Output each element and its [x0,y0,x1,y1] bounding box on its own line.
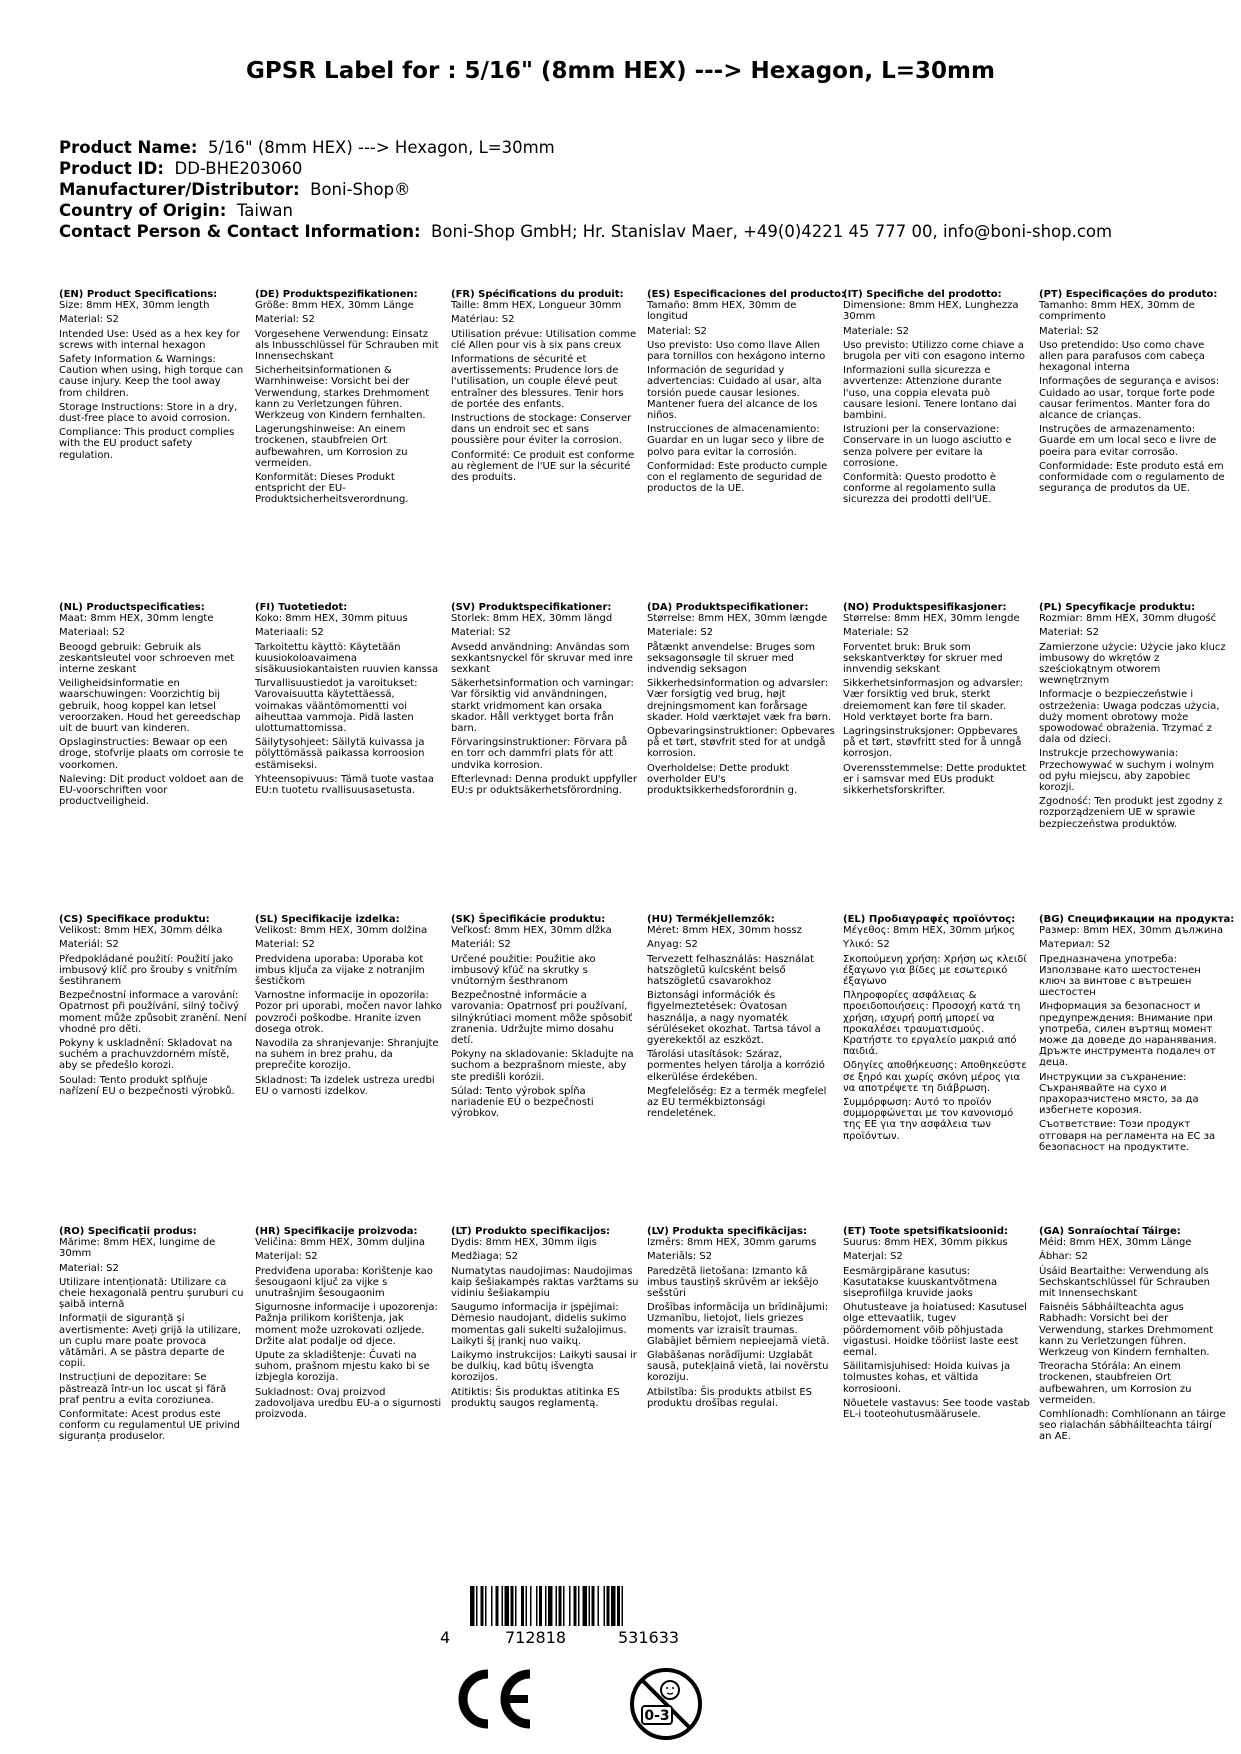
spec-paragraph: Förvaringsinstruktioner: Förvara på en torr och dammfri plats för att undvika korrosion. [451,737,628,771]
spec-paragraph: Overensstemmelse: Dette produktet er i samsvar med EUs produkt sikkerhetsforskrifter. [843,762,1026,797]
spec-paragraph: Určené použitie: Použitie ako imbusový kľúč na skrutky s vnútorným šesthranom [451,953,596,988]
spec-section [255,914,443,1100]
spec-paragraph: Comhlíonadh: Comhlíonann an táirge seo rialachán sábháilteachta táirgí an AE. [1039,1409,1226,1443]
spec-section [451,1226,639,1412]
spec-paragraph: Conformité: Ce produit est conforme au règlement de l'UE sur la sécurité des produits. [451,449,635,484]
spec-paragraph: Paredzētā lietošana: Izmanto kā imbus taustiņš skrūvēm ar iekšējo sešstūri [647,1265,819,1300]
spec-paragraph: Materiāls: S2 [647,1251,713,1263]
spec-paragraph: Zgodność: Ten produkt jest zgodny z rozporządzeniem UE w sprawie bezpieczeństwa produktów. [1039,796,1223,830]
spec-section [59,602,247,810]
spec-paragraph: Maat: 8mm HEX, 30mm lengte [59,613,214,625]
spec-section [451,602,639,799]
spec-paragraph: Informacje o bezpieczeństwie i ostrzeżenia: Uwaga podczas użycia, duży moment obrotowy może spowodować obrażenia. Trzymać z dala od dzieci. [1039,689,1220,746]
spec-paragraph: Säilitamisjuhised: Hoida kuivas ja tolmustes kohas, et vältida korrosiooni. [843,1361,1011,1395]
spec-paragraph: Conformidade: Este produto está em conformidade com o regulamento de segurança de produtos da UE. [1039,460,1225,495]
spec-paragraph: Opslaginstructies: Bewaar op een droge, stofvrije plaats om corrosie te voorkomen. [59,737,244,771]
spec-paragraph: Súlad: Tento výrobok spĺňa nariadenie EÚ o bezpečnosti výrobkov. [451,1085,594,1120]
spec-paragraph: Lagringsinstruksjoner: Oppbevares på et tørt, støvfritt sted for å unngå korrosjon. [843,726,1022,760]
spec-paragraph: Laikymo instrukcijos: Laikyti sausai ir be dulkių, kad būtų išvengta korozijos. [451,1350,637,1384]
spec-paragraph: Инструкции за съхранение: Съхранявайте на сухо и прахоразчистено място, за да избегнете корозия. [1039,1071,1199,1117]
spec-section [451,914,639,1122]
spec-paragraph: Informații de siguranță și avertismente: Aveți grijă la utilizare, un cuplu mare poate provoca vătămări. A se păstra departe de copii. [59,1313,241,1370]
spec-paragraph: Størrelse: 8mm HEX, 30mm længde [647,613,828,625]
spec-paragraph: Материал: S2 [1039,939,1111,951]
spec-heading: (LV) Produkta specifikācijas: [647,1226,807,1237]
spec-paragraph: Navodila za shranjevanje: Shranjujte na suhem in brez prahu, da preprečite korozijo. [255,1038,439,1072]
spec-paragraph: Beoogd gebruik: Gebruik als zeskantsleutel voor schroeven met interne zeskant [59,641,235,676]
spec-heading: (SL) Specifikacije izdelka: [255,914,400,925]
spec-paragraph: Material: S2 [255,939,315,951]
spec-paragraph: Zamierzone użycie: Użycie jako klucz imbusowy do wkrętów z sześciokątnym otworem wewnętrznym [1039,641,1226,687]
page-title: GPSR Label for : 5/16" (8mm HEX) ---> Hexagon, L=30mm [246,58,995,84]
spec-paragraph: Material: S2 [59,1262,119,1274]
product-info [59,137,1112,242]
spec-paragraph: Glabāšanas norādījumi: Uzglabāt sausā, putekļainā vietā, lai novērstu koroziju. [647,1350,829,1384]
spec-paragraph: Faisnéis Sábháilteachta agus Rabhadh: Vorsicht bei der Verwendung, starkes Drehmoment kann zu Verletzungen führen. Werkzeug von Kindern fernhalten. [1039,1302,1214,1359]
spec-heading: (BG) Спецификации на продукта: [1039,914,1235,925]
spec-section [647,914,835,1122]
spec-paragraph: Forventet bruk: Bruk som sekskantverktøy for skruer med innvendig sekskant [843,641,1003,676]
spec-paragraph: Tarkoitettu käyttö: Käytetään kuusiokoloavaimena sisäkuusiokantaisten ruuvien kanssa [255,641,439,676]
spec-paragraph: Storlek: 8mm HEX, 30mm längd [451,613,613,625]
spec-heading: (RO) Specificații produs: [59,1226,197,1237]
barcode [440,1586,710,1626]
spec-heading: (DE) Produktspezifikationen: [255,289,418,300]
spec-paragraph: Eesmärgipärane kasutus: Kasutatakse kuuskantvõtmena siseprofiilga kruvide jaoks [843,1265,998,1300]
spec-paragraph: Predvidena uporaba: Uporaba kot imbus ključa za vijake z notranjim šestičkom [255,953,425,988]
spec-paragraph: Anyag: S2 [647,939,698,951]
spec-paragraph: Informations de sécurité et avertissements: Prudence lors de l'utilisation, un couple élevé peut entraîner des blessures. Tenir hors de portée des enfants. [451,354,624,410]
spec-paragraph: Materiał: S2 [1039,627,1099,639]
spec-paragraph: Dydis: 8mm HEX, 30mm ilgis [451,1237,597,1249]
spec-paragraph: Bezpečnostní informace a varování: Opatrnost při používání, silný točivý moment může způsobit zranění. Není vhodné pro děti. [59,990,247,1035]
spec-paragraph: Vorgesehene Verwendung: Einsatz als Inbusschlüssel für Schrauben mit Innensechskant [255,328,439,363]
spec-paragraph: Materiale: S2 [647,627,714,639]
spec-paragraph: Informações de segurança e avisos: Cuidado ao usar, torque forte pode causar ferimentos. Manter fora do alcance de crianças. [1039,376,1220,422]
spec-paragraph: Biztonsági információk és figyelmeztetések: Óvatosan használja, a nagy nyomaték sérüléseket okozhat. Tartsa távol a gyerekektől az eszközt. [647,990,821,1047]
spec-section [843,602,1031,799]
product-id-row [59,158,1112,179]
spec-paragraph: Sicherheitsinformationen & Warnhinweise: Vorsicht bei der Verwendung, starkes Drehmoment kann zu Verletzungen führen. Werkzeug von Kindern fernhalten. [255,365,430,422]
spec-paragraph: Materiale: S2 [843,627,910,639]
spec-heading: (ET) Toote spetsifikatsioonid: [843,1226,1009,1237]
spec-paragraph: Lagerungshinweise: An einem trockenen, staubfreien Ort aufbewahren, um Korrosion zu vermeiden. [255,424,408,469]
info-value: 5/16" (8mm HEX) ---> Hexagon, L=30mm [207,138,555,157]
contact-row [59,221,1112,242]
spec-paragraph: Opbevaringsinstruktioner: Opbevares på et tørt, støvfrit sted for at undgå korrosion. [647,726,835,760]
spec-paragraph: Tervezett felhasználás: Használat hatszögletű kulcsként belső hatszögletű csavarokhoz [647,953,815,988]
spec-paragraph: Drošības informācija un brīdinājumi: Uzmanību, lietojot, liels griezes moments var izraisīt traumas. Glabājiet bērniem nepieejamā vietā. [647,1302,830,1347]
spec-paragraph: Conformità: Questo prodotto è conforme al regolamento sulla sicurezza dei prodotti dell'UE. [843,472,997,506]
spec-paragraph: Sukladnost: Ovaj proizvod zadovoljava uredbu EU-a o sigurnosti proizvoda. [255,1386,442,1421]
spec-paragraph: Materjal: S2 [843,1251,903,1263]
spec-paragraph: Méid: 8mm HEX, 30mm Länge [1039,1237,1192,1249]
age-warning-text: 0-3 [644,1708,670,1724]
spec-section [1039,602,1227,833]
spec-paragraph: Instrucciones de almacenamiento: Guardar en un lugar seco y libre de polvo para evitar la corrosión. [647,424,825,458]
spec-paragraph: Velikost: 8mm HEX, 30mm délka [59,925,223,937]
spec-heading: (IT) Specifiche del prodotto: [843,289,1002,300]
spec-paragraph: Yhteensopivuus: Tämä tuote vastaa EU:n tuotetu rvallisuusasetusta. [255,773,434,797]
spec-paragraph: Uso previsto: Uso como llave Allen para tornillos con hexágono interno [647,339,826,363]
spec-paragraph: Turvallisuustiedot ja varoitukset: Varovaisuutta käytettäessä, voimakas vääntömomentti voi aiheuttaa vammoja. Pidä lasten ulottumattomissa. [255,678,418,735]
spec-paragraph: Μέγεθος: 8mm HEX, 30mm μήκος [843,925,1016,937]
spec-paragraph: Izmērs: 8mm HEX, 30mm garums [647,1237,817,1249]
spec-paragraph: Pokyny k uskladnění: Skladovat na suchém a prachuvzdorném místě, aby se předešlo korozi. [59,1038,233,1072]
spec-paragraph: Soulad: Tento produkt splňuje nařízení EU o bezpečnosti výrobků. [59,1074,235,1097]
info-value: Taiwan [236,201,293,220]
info-label: Country of Origin: [59,201,227,220]
spec-paragraph: Ohutusteave ja hoiatused: Kasutusel olge ettevaatlik, tugev pöördemoment võib põhjustada vigastusi. Hoidke tööriist laste eest eemal. [843,1302,1027,1359]
spec-heading: (EL) Προδιαγραφές προϊόντος: [843,914,1016,925]
spec-paragraph: Veličina: 8mm HEX, 30mm duljina [255,1237,426,1249]
country-row [59,200,1112,221]
spec-section [843,914,1031,1145]
spec-paragraph: Matériau: S2 [451,314,515,326]
spec-section [1039,289,1227,497]
spec-section [647,602,835,799]
spec-paragraph: Información de seguridad y advertencias: Cuidado al usar, alta torsión puede causar lesiones. Mantener fuera del alcance de los niños. [647,365,822,422]
spec-paragraph: Material: S2 [255,314,315,326]
spec-section [451,289,639,486]
barcode-group-1: 712818 [505,1628,567,1647]
spec-paragraph: Instructions de stockage: Conserver dans un endroit sec et sans poussière pour éviter la corrosion. [451,413,632,447]
info-label: Product ID: [59,159,164,178]
spec-paragraph: Tárolási utasítások: Száraz, pormentes helyen tárolja a korrózió elkerülése érdekében. [647,1049,825,1083]
spec-heading: (NO) Produktspesifikasjoner: [843,602,1007,613]
spec-paragraph: Veľkosť: 8mm HEX, 30mm dĺžka [451,925,612,937]
spec-paragraph: Tamanho: 8mm HEX, 30mm de comprimento [1039,300,1195,323]
spec-paragraph: Předpokládané použití: Použití jako imbusový klíč pro šrouby s vnitřním šestihranem [59,953,238,988]
spec-heading: (HR) Specifikacije proizvoda: [255,1226,418,1237]
spec-paragraph: Bezpečnostné informácie a varovania: Opatrnosť pri používaní, silnýkrútiaci moment môže spôsobiť zranenia. Udržujte mimo dosahu detí. [451,990,633,1047]
spec-paragraph: Koko: 8mm HEX, 30mm pituus [255,613,408,625]
spec-paragraph: Säkerhetsinformation och varningar: Var försiktig vid användningen, starkt vridmoment kan orsaka skador. Håll verktyget borta från barn. [451,678,634,735]
spec-heading: (SK) Špecifikácie produktu: [451,914,606,925]
spec-paragraph: Safety Information & Warnings: Caution when using, high torque can cause injury. Keep the tool away from children. [59,354,244,399]
barcode-digit: 4 [440,1628,451,1647]
spec-paragraph: Säilytysohjeet: Säilytä kuivassa ja pölyttömässä paikassa korroosion estämiseksi. [255,737,425,771]
info-value: DD-BHE203060 [174,159,303,178]
spec-paragraph: Rozmiar: 8mm HEX, 30mm długość [1039,613,1217,625]
spec-paragraph: Πληροφορίες ασφάλειας & προειδοποιήσεις: Προσοχή κατά τη χρήση, ισχυρή ροπή μπορεί να προκαλέσει τραυματισμούς. Κρατήστε το εργαλείο μακριά από παιδιά. [843,990,1021,1058]
spec-paragraph: Overholdelse: Dette produkt overholder EU's produktsikkerhedsforordnin g. [647,762,798,797]
spec-paragraph: Compliance: This product complies with the EU product safety regulation. [59,427,235,461]
spec-heading: (FR) Spécifications du produit: [451,289,624,300]
spec-paragraph: Ábhar: S2 [1039,1251,1088,1263]
spec-section [843,1226,1031,1423]
spec-paragraph: Предназначена употреба: Използване като шестостенен ключ за винтове с вътрешен шестостен [1039,953,1201,999]
spec-paragraph: Sikkerhetsinformasjon og advarsler: Vær forsiktig ved bruk, sterkt dreiemoment kan føre til skader. Hold verktøyet borte fra barn. [843,678,1023,723]
spec-paragraph: Material: S2 [1039,325,1099,337]
spec-paragraph: Úsáid Beartaithe: Verwendung als Sechskantschlüssel für Schrauben mit Innensechskant [1039,1265,1210,1300]
spec-paragraph: Materiale: S2 [843,325,910,337]
spec-section [1039,1226,1227,1446]
spec-paragraph: Méret: 8mm HEX, 30mm hossz [647,925,802,937]
spec-section [255,1226,443,1423]
spec-paragraph: Predviđena uporaba: Korištenje kao šesougaoni ključ za vijke s unutrašnjim šesougaonim [255,1265,433,1300]
spec-paragraph: Υλικό: S2 [843,939,890,951]
spec-section [59,1226,247,1446]
spec-paragraph: Upute za skladištenje: Čuvati na suhom, prašnom mjestu kako bi se izbjegla korozija. [255,1350,430,1384]
spec-paragraph: Pokyny na skladovanie: Skladujte na suchom a bezprašnom mieste, aby ste predišli korózii. [451,1049,634,1083]
age-warning-icon [628,1666,704,1742]
barcode-group-2: 531633 [618,1628,680,1647]
spec-paragraph: Uso previsto: Utilizzo come chiave a brugola per viti con esagono interno [843,339,1026,363]
spec-paragraph: Instrucțiuni de depozitare: Se păstrează într-un loc uscat și fără praf pentru a evita coroziunea. [59,1372,227,1406]
spec-paragraph: Sikkerhedsinformation og advarsler: Vær forsigtig ved brug, højt drejningsmoment kan forårsage skader. Hold værktøjet væk fra børn. [647,678,832,723]
spec-paragraph: Numatytas naudojimas: Naudojimas kaip šešiakampės raktas varžtams su vidiniu šešiakampiu [451,1265,639,1300]
spec-paragraph: Atbilstība: Šis produkts atbilst ES produktu drošības regulai. [647,1386,813,1409]
spec-paragraph: Suurus: 8mm HEX, 30mm pikkus [843,1237,1008,1249]
manufacturer-row [59,179,1112,200]
spec-paragraph: Οδηγίες αποθήκευσης: Αποθηκεύστε σε ξηρό και χωρίς σκόνη μέρος για να αποτρέψετε τη διάβρωση. [843,1060,1027,1094]
spec-paragraph: Material: S2 [647,325,707,337]
spec-paragraph: Materiál: S2 [59,939,119,951]
spec-heading: (ES) Especificaciones del producto: [647,289,846,300]
spec-paragraph: Σκοπούμενη χρήση: Χρήση ως κλειδί έξαγωνο για βίδες με εσωτερικό έξαγωνο [843,953,1027,988]
spec-paragraph: Size: 8mm HEX, 30mm length [59,300,210,312]
spec-paragraph: Storage Instructions: Store in a dry, dust-free place to avoid corrosion. [59,401,238,425]
spec-paragraph: Material: S2 [59,314,119,326]
spec-section [843,289,1031,509]
spec-paragraph: Påtænkt anvendelse: Bruges som seksagonsøgle til skruer med indvendig seksagon [647,641,816,676]
info-value: Boni-Shop® [310,180,411,199]
spec-heading: (DA) Produktspecifikationer: [647,602,809,613]
spec-paragraph: Velikost: 8mm HEX, 30mm dolžina [255,925,428,937]
spec-paragraph: Skladnost: Ta izdelek ustreza uredbi EU o varnosti izdelkov. [255,1074,435,1097]
spec-section [255,289,443,509]
spec-paragraph: Efterlevnad: Denna produkt uppfyller EU:s pr oduktsäkerhetsförordning. [451,773,637,797]
spec-paragraph: Atitiktis: Šis produktas atitinka ES produktų saugos reglamentą. [451,1386,620,1409]
spec-section [1039,914,1235,1156]
spec-paragraph: Materiaal: S2 [59,627,126,639]
spec-paragraph: Størrelse: 8mm HEX, 30mm lengde [843,613,1020,625]
spec-paragraph: Sigurnosne informacije i upozorenja: Pažnja prilikom korištenja, jak moment može uzrokovati ozljede. Držite alat podalje od djece. [255,1302,438,1347]
spec-paragraph: Συμμόρφωση: Αυτό το προϊόν συμμορφώνεται με τον κανονισμό της ΕΕ για την ασφάλεια των προϊόντων. [843,1097,1014,1142]
spec-paragraph: Mărime: 8mm HEX, lungime de 30mm [59,1237,216,1260]
spec-paragraph: Instrukcje przechowywania: Przechowywać w suchym i wolnym od pyłu miejscu, aby zapobiec korozji. [1039,748,1215,794]
spec-paragraph: Megfelelőség: Ez a termék megfelel az EU termékbiztonsági rendeletének. [647,1085,827,1120]
spec-paragraph: Utilizare intenționată: Utilizare ca cheie hexagonală pentru șuruburi cu șaibă internă [59,1276,244,1311]
spec-heading: (PL) Specyfikacje produktu: [1039,602,1196,613]
spec-heading: (SV) Produktspecifikationer: [451,602,612,613]
spec-paragraph: Conformitate: Acest produs este conform cu regulamentul UE privind siguranța produselor. [59,1409,240,1443]
spec-paragraph: Medžiaga: S2 [451,1251,519,1263]
spec-paragraph: Konformität: Dieses Produkt entspricht der EU-Produktsicherheitsverordnung. [255,472,409,506]
spec-paragraph: Avsedd användning: Användas som sexkantsnyckel för skruvar med inre sexkant [451,641,633,676]
spec-heading: (HU) Termékjellemzők: [647,914,775,925]
spec-paragraph: Instruções de armazenamento: Guarde em um local seco e livre de poeira para evitar corrosão. [1039,424,1217,458]
spec-heading: (FI) Tuotetiedot: [255,602,348,613]
spec-paragraph: Material: S2 [451,627,511,639]
spec-paragraph: Conformidad: Este producto cumple con el reglamento de seguridad de productos de la UE. [647,460,828,495]
spec-paragraph: Materiaali: S2 [255,627,324,639]
spec-section [59,289,247,464]
info-label: Manufacturer/Distributor: [59,180,300,199]
spec-heading: (GA) Sonraíochtaí Táirge: [1039,1226,1181,1237]
info-label: Contact Person & Contact Information: [59,222,421,241]
info-label: Product Name: [59,138,198,157]
spec-heading: (NL) Productspecificaties: [59,602,205,613]
spec-paragraph: Istruzioni per la conservazione: Conservare in un luogo asciutto e senza polvere per evitare la corrosione. [843,424,1012,469]
spec-section [59,914,247,1100]
ce-mark-icon [450,1668,540,1730]
spec-paragraph: Информация за безопасност и предупреждения: Внимание при употреба, силен въртящ момент може да доведе до наранявания. Дръжте инструмента подалеч от деца. [1039,1001,1217,1069]
spec-paragraph: Utilisation prévue: Utilisation comme clé Allen pour vis à six pans creux [451,328,637,351]
spec-paragraph: Размер: 8mm HEX, 30mm дължина [1039,925,1224,937]
info-value: Boni-Shop GmbH; Hr. Stanislav Maer, +49(0)4221 45 777 00, info@boni-shop.com [431,222,1113,241]
spec-section [647,289,846,497]
spec-paragraph: Съответствие: Този продукт отговаря на регламента на ЕС за безопасност на продуктите. [1039,1119,1216,1153]
product-name-row [59,137,1112,158]
spec-paragraph: Taille: 8mm HEX, Longueur 30mm [451,300,622,312]
spec-paragraph: Treoracha Stórála: An einem trockenen, staubfreien Ort aufbewahren, um Korrosion zu vermeiden. [1039,1361,1192,1406]
spec-paragraph: Dimensione: 8mm HEX, Lunghezza 30mm [843,300,1019,323]
spec-paragraph: Naleving: Dit product voldoet aan de EU-voorschriften voor productveiligheid. [59,773,244,808]
spec-paragraph: Veiligheidsinformatie en waarschuwingen: Voorzichtig bij gebruik, hoog koppel kan letsel veroorzaken. Houd het gereedschap uit de buurt van kinderen. [59,678,241,735]
spec-paragraph: Uso pretendido: Uso como chave allen para parafusos com cabeça hexagonal interna [1039,339,1205,374]
spec-paragraph: Nõuetele vastavus: See toode vastab EL-i tooteohutusmäärusele. [843,1397,1030,1421]
spec-paragraph: Informazioni sulla sicurezza e avvertenze: Attenzione durante l'uso, una coppia elevata può causare lesioni. Tenere lontano dai bambini. [843,365,1017,422]
spec-heading: (CS) Specifikace produktu: [59,914,210,925]
spec-paragraph: Tamaño: 8mm HEX, 30mm de longitud [647,300,797,323]
spec-paragraph: Materijal: S2 [255,1251,318,1263]
spec-paragraph: Saugumo informacija ir įspėjimai: Dėmesio naudojant, didelis sukimo momentas gali sukelti sužalojimus. Laikyti šį įrankį nuo vaikų. [451,1302,627,1347]
spec-paragraph: Größe: 8mm HEX, 30mm Länge [255,300,414,312]
spec-paragraph: Materiál: S2 [451,939,511,951]
spec-heading: (EN) Product Specifications: [59,289,218,300]
spec-heading: (LT) Produkto specifikacijos: [451,1226,611,1237]
spec-section [255,602,443,799]
spec-section [647,1226,835,1412]
spec-paragraph: Intended Use: Used as a hex key for screws with internal hexagon [59,328,240,351]
spec-paragraph: Varnostne informacije in opozorila: Pozor pri uporabi, močen navor lahko povzroči poškodbe. Hranite izven dosega otrok. [255,990,443,1035]
spec-heading: (PT) Especificações do produto: [1039,289,1218,300]
